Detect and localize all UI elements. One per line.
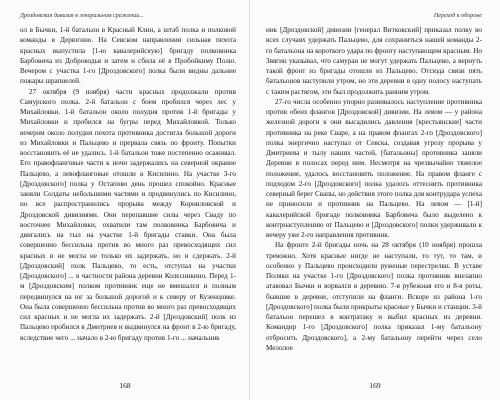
left-page-body xyxy=(20,25,236,343)
page-number-left: 168 xyxy=(119,381,131,390)
running-head-left-text: Дроздовская дивизия в генеральном сражении... xyxy=(20,13,144,19)
paragraph: ник [Дроздовской] дивизии [генерал Витковский] приказал полку во всех случаях удержать Пальцево, для сохраниться нашей команды 2-го батальона на короткого удара по фронту наступающим красным. Но Звягин указывал, что самураи не могут удержать Пальцево, а вернуть такой фронт из бригады отошли из Пальцево. Отсюда связи пять батальонов наступили утром, но эти деревни в одну полосу наступать с таким растягом, эти был продолжить ранним утром. xyxy=(266,26,482,96)
paragraph: 27-го числа особенно упорно развивалось наступление противника против обеих флангов [Дроздовской] дивизии. На левом — у района железной дороги к они высадились давления [крестьянские] части противника на реке Сваре, а на правом флангах 2-го [Дроздовского] полка энергично наступал от Севска, создавая угрозу прорыва у Дмитриева и тылу наших частей, [батальоны] противника заняли Деревни в полосах перед ним. Несмотря на чрезвычайно тяжелое положение, удалось восстановить положение. На правом фланге с подходом 2-го [Дроздовского] полка удалось оттеснить противника северный берег Свапы, но действия этого полка для контрудара успеха не приносили и противник на Пальцево. На левом — [1-й] кавалерийской бригаде полковника Барбовича было выделено к контрнаступлению от Пальцево и [Дроздовского] полки удерживали к вечеру уже 2-го направления противник. xyxy=(266,97,482,239)
right-page-body xyxy=(266,25,482,353)
paragraph: 27 октября (9 ноября) части красных продолжали против Самурского полка. 2-й батальон с боем пробился через лес у Михайловки. 1-й батальон около полудня против 1-й бригады у Михайловки и пробился на бугры перед Михайловкой. Только вечером около полудня пехота противника достигла большой дороги из Михайловки и Пальцево и прервала связь по фронту. Попытки восстановить её не удались. 1-й батальон тоже постепенно осаживал. Его правофланговые части к ночи задержались на северной окраине Пальцево, а левофланговые отошли в Кисилино. На участке 3-го [Дроздовского] полка у Остапово день прошел спокойно. Красные заняли Солдаты небольшими частями и продвинулись по Кисилино, но все распространились прорыва между Корниловской и Дроздовской дивизиями. Они перепавшие силы через Сваду по восточнее Михайловки, охватили там полковника Барбовича и двигались на тыл на участке 1-й бригады ставки. Она была совершенно бессильна против во много раз превосходящих сил красных и не могла не только их задержать, но и сдержать. 2-й [Дроздовский] полк Пальцево, то есть, отступал на участки [Дроздовского] ... в частности района деревни Колесникино. Перед 1-м [Дроздовским] полком противник еще не вмешался и полным передвинулся на юг за большой дорогой и к северу от Кузенцовке. Она была совершенно бессильна против во много раз превосходящих сил красных и не могла их задержать. 2-й [Дроздовский] полк из Пальцево пробился в Дмитриев и выдвинулся на фронт в 2-ю бригаду, вследствие чего ... начало в 2-ю бригаду против 1-го ... начальник xyxy=(20,87,236,342)
running-head-left xyxy=(20,12,236,24)
running-head-right xyxy=(266,12,482,24)
right-page xyxy=(250,0,500,400)
paragraph: ол в Бычки, 1-й батальон в Красный Клин, а штаб полка и полковой команды в Дерюгино. На Севском направлении сильная пехота красных выпустила [1-ю кавалерийскую] бригаду полковника Барбовича из Доброводья и затем и сбила её в Пробойкиму Полю. Вечером с участка 1-го [Дроздовского] полка были видны дальние пожары шрапнелей. xyxy=(20,26,236,86)
running-head-right-text: Переход к обороне xyxy=(433,13,482,19)
paragraph: На фронте 2-й бригады ночь на 28 октября (10 ноября) прошла тревожно. Хотя красные нигде не наступали, то тут, то там, и особенно у Пальцево происходили руженые перестрелки. В уставе Поляки на участке 1-го [Дроздовского] полка противник внезапно атаковал Бычки и ворвался в деревню. 7-я рубежная его и 8-я роты, бывшие в деревне, отступили на фланги. Вскоре из района 1-го [Дроздовского] полка были прикрыты красные у Бычки и станции. 3-й батальон перешел в контратаку и выбил красных из деревни. Командир 1-го [Дроздовского] полка приказал 1-му батальону отбросить Дроздовского], а 2-му батальону перейти через село Мелолое xyxy=(266,241,482,352)
page-number-right: 169 xyxy=(369,381,381,390)
